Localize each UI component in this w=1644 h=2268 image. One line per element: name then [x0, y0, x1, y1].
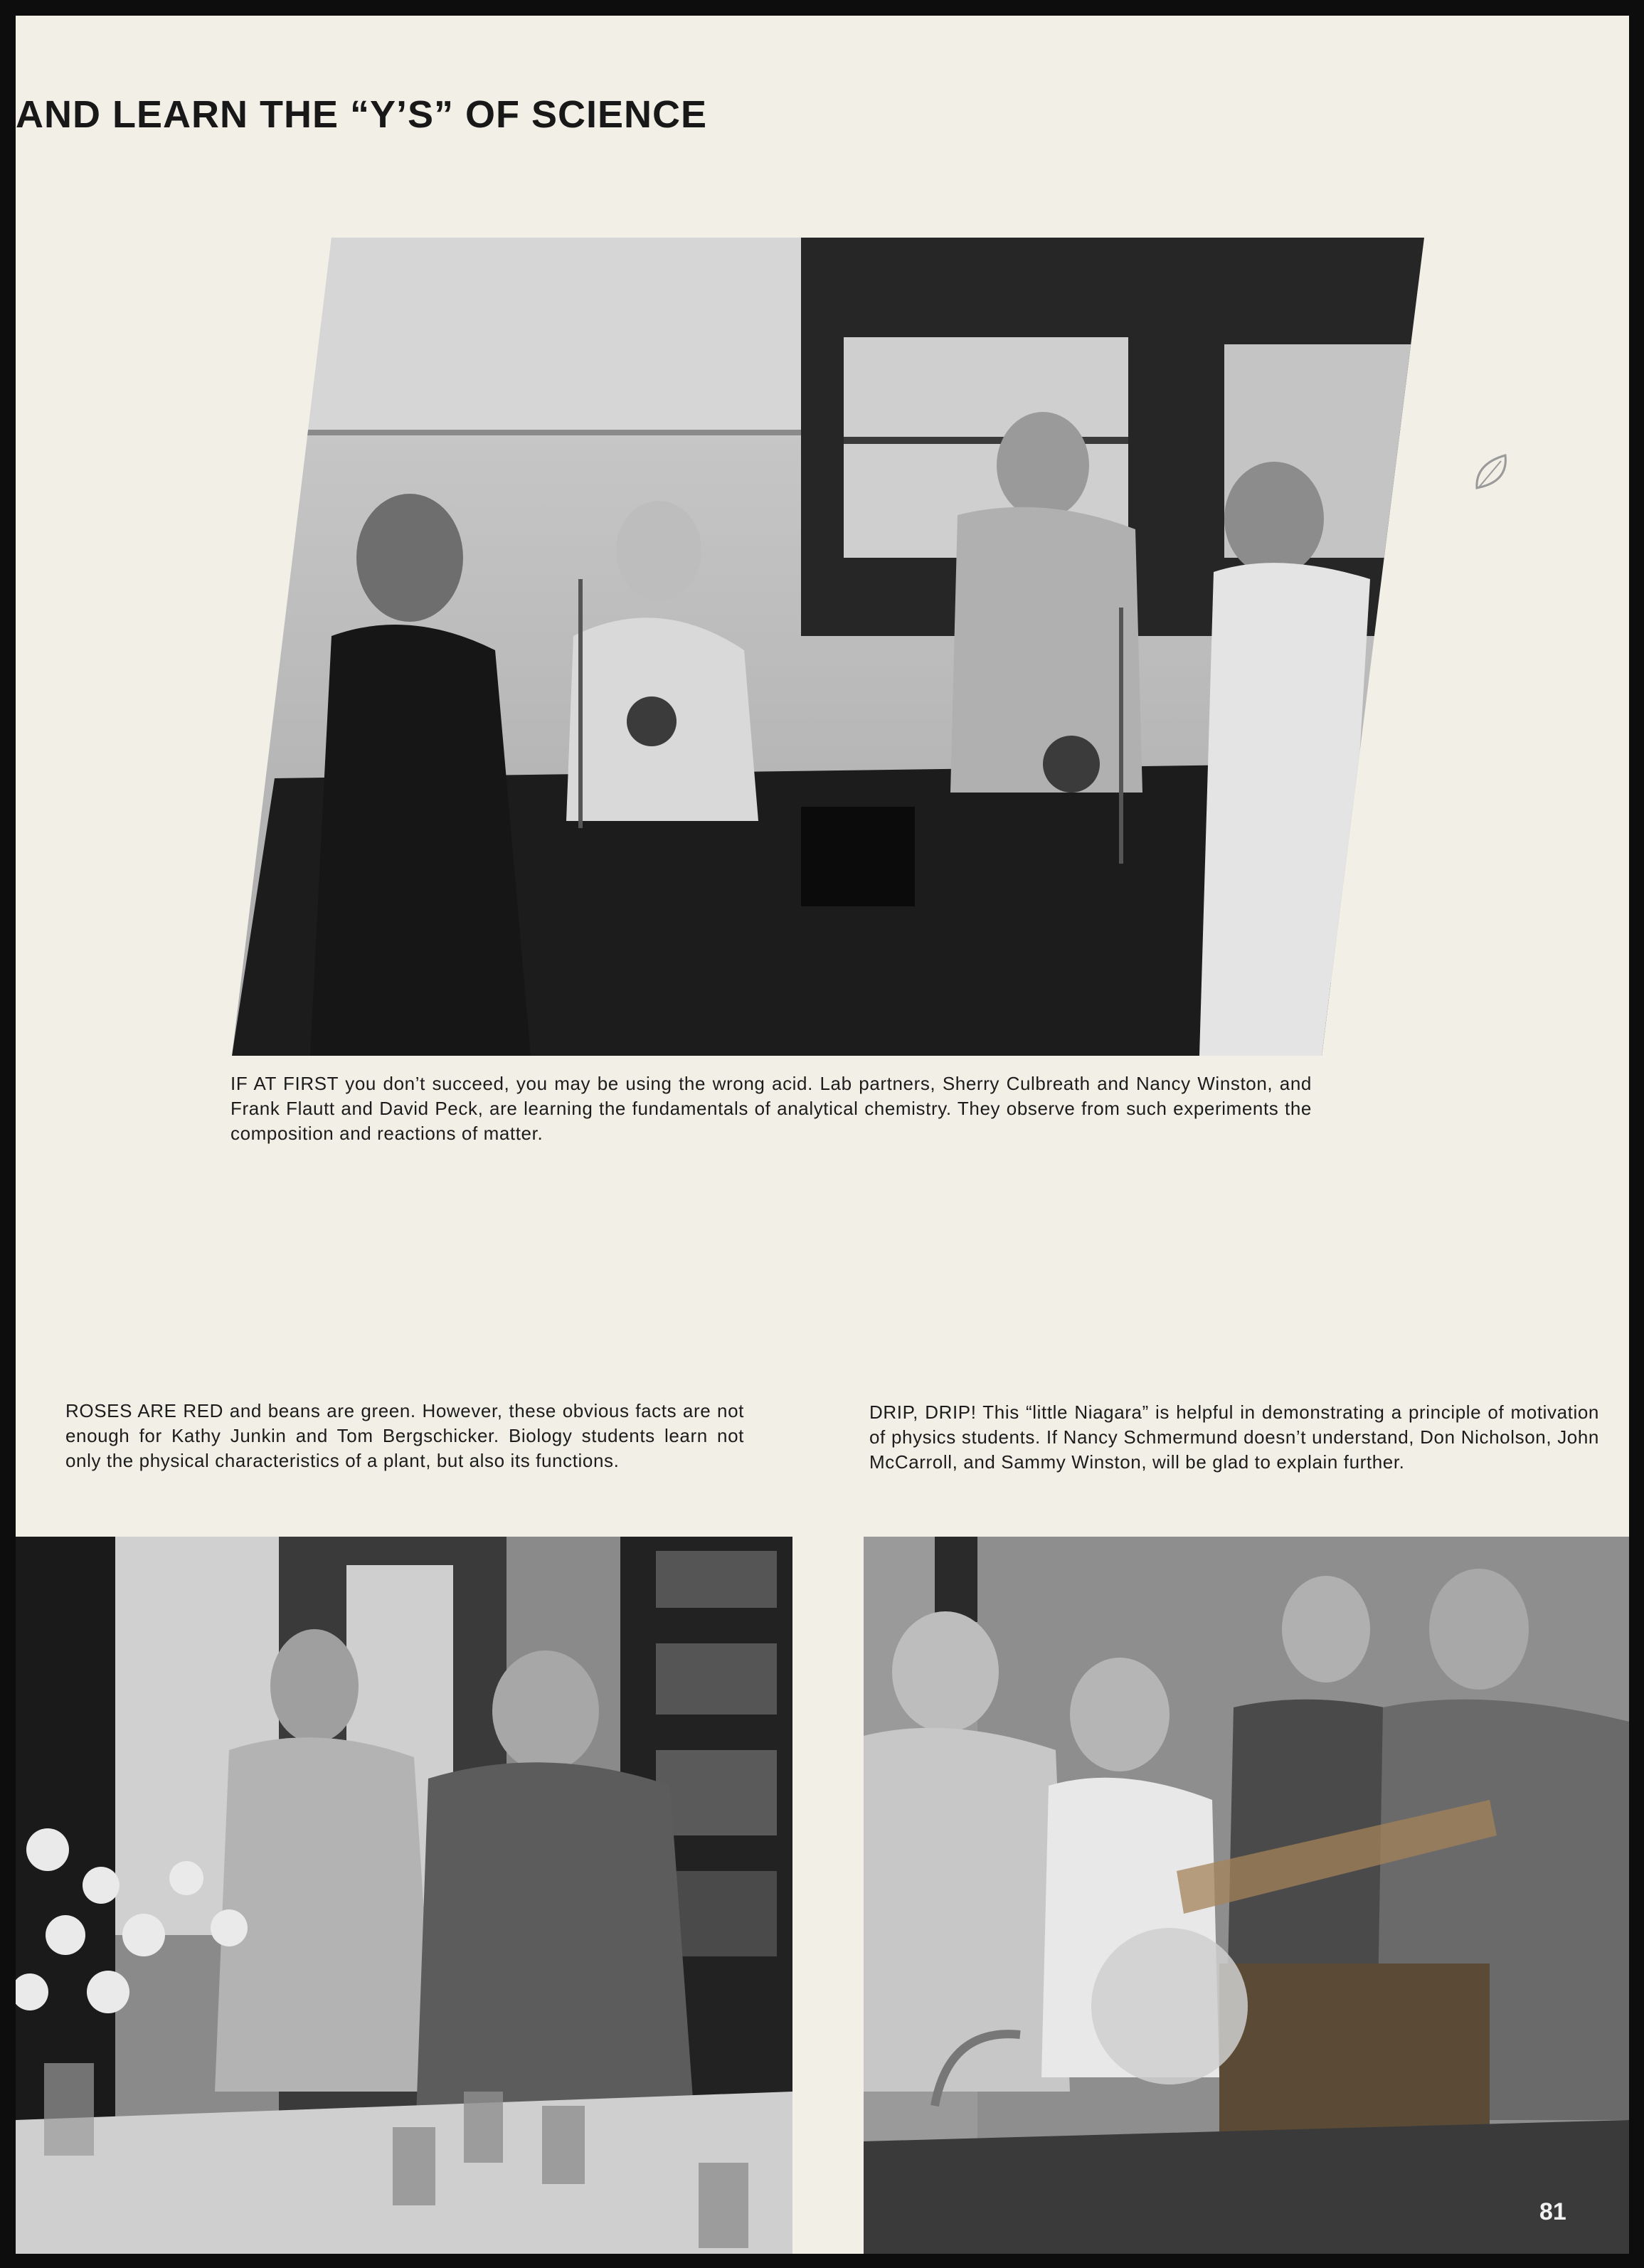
page-number: 81 [1539, 2198, 1566, 2225]
chemistry-caption: IF AT FIRST you don’t succeed, you may be using the wrong acid. Lab partners, Sherry Culbreath and Nancy Winston, and Frank Flautt and David Peck, are learning the fundamentals of analytical chemistry. They observe from such experiments the composition and reactions of matter. [230, 1073, 1312, 1144]
page-headline: AND LEARN THE “Y’S” OF SCIENCE [16, 93, 708, 136]
leaf-icon [1473, 451, 1511, 492]
chemistry-lab-photo [232, 238, 1424, 1056]
physics-caption: DRIP, DRIP! This “little Niagara” is helpful in demonstrating a principle of motivation of physics students. If Nancy Schmermund doesn’t understand, Don Nicholson, John McCarroll, and Sammy Winston, will be glad to explain further. [869, 1401, 1599, 1473]
biology-caption: ROSES ARE RED and beans are green. However, these obvious facts are not enough for Kathy Junkin and Tom Bergschicker. Biology students learn not only the physical characteristics of a plant, but also its functions. [65, 1400, 744, 1471]
physics-photo [864, 1537, 1629, 2254]
yearbook-page [16, 16, 1629, 2254]
biology-photo [16, 1537, 792, 2254]
